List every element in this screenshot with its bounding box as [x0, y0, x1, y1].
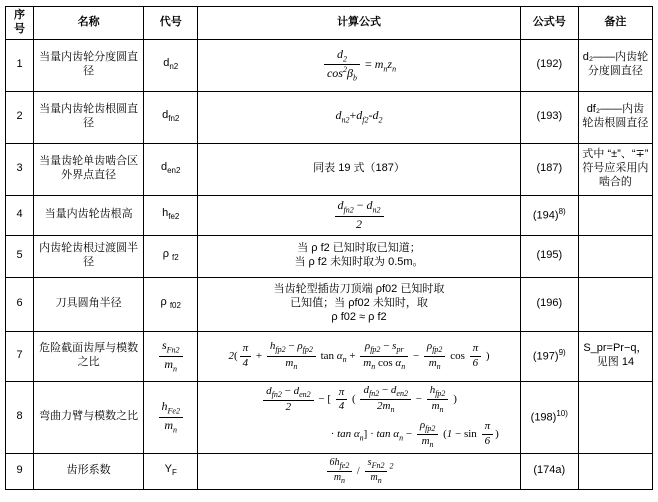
- table-row: [6, 331, 653, 381]
- cell-note: [578, 453, 652, 489]
- cell-name: 刀具圆角半径: [34, 277, 144, 331]
- header-formula-no: 公式号: [520, 7, 578, 40]
- cell-seq: 2: [6, 91, 34, 143]
- cell-seq: 6: [6, 277, 34, 331]
- cell-code: $d_{en2}$: [144, 143, 198, 195]
- cell-code: ρ $_{f2}$: [144, 235, 198, 277]
- cell-note: [578, 235, 652, 277]
- cell-formula-no: $(194)^{8)}$: [520, 195, 578, 235]
- cell-formula: $\frac{d_{fn2} - d_{n2}}{2}$: [198, 195, 520, 235]
- cell-formula-no: $(197)^{9)}$: [520, 331, 578, 381]
- cell-formula: $\frac{d_{fn2} - d_{en2}}{2}$ − [ $\frac{\pi}{4}$ ( $\frac{d_{fn2} - d_{en2}}{2m_n}$ − $\frac{h_{fp2}}{m_n}$ ) · $\tan \alpha_n] \cdot \tan \alpha_n$ − $\frac{\rho_{fp2}}{m_n}$ (1 − sin $\frac{\pi}{6}$ ): [198, 381, 520, 453]
- cell-seq: 7: [6, 331, 34, 381]
- header-seq: 序号: [6, 7, 34, 40]
- cell-formula-no: (193): [520, 91, 578, 143]
- formula-table: [5, 6, 653, 490]
- cell-note: df₂——内齿轮齿根圆直径: [578, 91, 652, 143]
- cell-note: d₂——内齿轮分度圆直径: [578, 39, 652, 91]
- cell-code: $d_{n2}$: [144, 39, 198, 91]
- cell-note: [578, 381, 652, 453]
- cell-formula: 当 ρ f2 已知时取已知道； 当 ρ f2 未知时取为 0.5m。: [198, 235, 520, 277]
- cell-name: 当量齿轮单齿啮合区外界点直径: [34, 143, 144, 195]
- cell-note: [578, 195, 652, 235]
- cell-formula: $\frac{6h_{fe2}}{m_n}$ / $\frac{s_{Fn2}}{m_n}$ $^2$: [198, 453, 520, 489]
- cell-seq: 9: [6, 453, 34, 489]
- cell-formula-no: (192): [520, 39, 578, 91]
- table-row: [6, 381, 653, 453]
- cell-seq: 8: [6, 381, 34, 453]
- cell-name: 弯曲力臂与模数之比: [34, 381, 144, 453]
- cell-seq: 3: [6, 143, 34, 195]
- cell-formula-no: (174a): [520, 453, 578, 489]
- cell-name: 当量内齿轮齿根圆直径: [34, 91, 144, 143]
- cell-code: ρ $_{f02}$: [144, 277, 198, 331]
- cell-note: S_pr=Pr−q，见图 14: [578, 331, 652, 381]
- header-name: 名称: [34, 7, 144, 40]
- table-row: [6, 453, 653, 489]
- cell-name: 齿形系数: [34, 453, 144, 489]
- cell-note: [578, 277, 652, 331]
- header-formula: 计算公式: [198, 7, 520, 40]
- cell-code: $\frac{h_{Fe2}}{m_n}$: [144, 381, 198, 453]
- header-note: 备注: [578, 7, 652, 40]
- cell-formula-no: (196): [520, 277, 578, 331]
- cell-note: 式中 “±”、“∓” 符号应采用内啮合的: [578, 143, 652, 195]
- cell-formula: 2( $\frac{\pi}{4}$ + $\frac{h_{fp2} - \rho_{fp2}}{m_n}$ $\tan \alpha_n$ + $\frac{\rho_{fp2} - s_{pr}}{m_n \cos \alpha_n}$ − $\frac{\rho_{fp2}}{m_n}$ cos $\frac{\pi}{6}$ ): [198, 331, 520, 381]
- cell-name: 当量内齿轮分度圆直径: [34, 39, 144, 91]
- table-row: [6, 143, 653, 195]
- cell-formula-no: (187): [520, 143, 578, 195]
- cell-seq: 1: [6, 39, 34, 91]
- cell-formula-no: $(198)^{10)}$: [520, 381, 578, 453]
- header-code: 代号: [144, 7, 198, 40]
- table-row: [6, 235, 653, 277]
- table-row: [6, 91, 653, 143]
- cell-formula: $d_{n2}+d_{f2}-d_2$: [198, 91, 520, 143]
- cell-formula: 同表 19 式（187）: [198, 143, 520, 195]
- cell-name: 当量内齿轮齿根高: [34, 195, 144, 235]
- table-row: [6, 277, 653, 331]
- cell-formula: 当齿轮型插齿刀顶端 ρf02 已知时取 已知值；当 ρf02 未知时，取 ρ f02 ≈ ρ f2: [198, 277, 520, 331]
- table-row: [6, 39, 653, 91]
- table-header-row: [6, 7, 653, 40]
- cell-code: $\frac{s_{Fn2}}{m_n}$: [144, 331, 198, 381]
- cell-name: 内齿轮齿根过渡圆半径: [34, 235, 144, 277]
- cell-formula: $\frac{d_2}{\cos^2\beta_b}$ = $m_nz_n$: [198, 39, 520, 91]
- cell-seq: 4: [6, 195, 34, 235]
- cell-formula-no: (195): [520, 235, 578, 277]
- cell-code: $h_{fe2}$: [144, 195, 198, 235]
- cell-seq: 5: [6, 235, 34, 277]
- cell-code: $d_{fn2}$: [144, 91, 198, 143]
- table-row: [6, 195, 653, 235]
- cell-code: $Y_F$: [144, 453, 198, 489]
- cell-name: 危险截面齿厚与模数之比: [34, 331, 144, 381]
